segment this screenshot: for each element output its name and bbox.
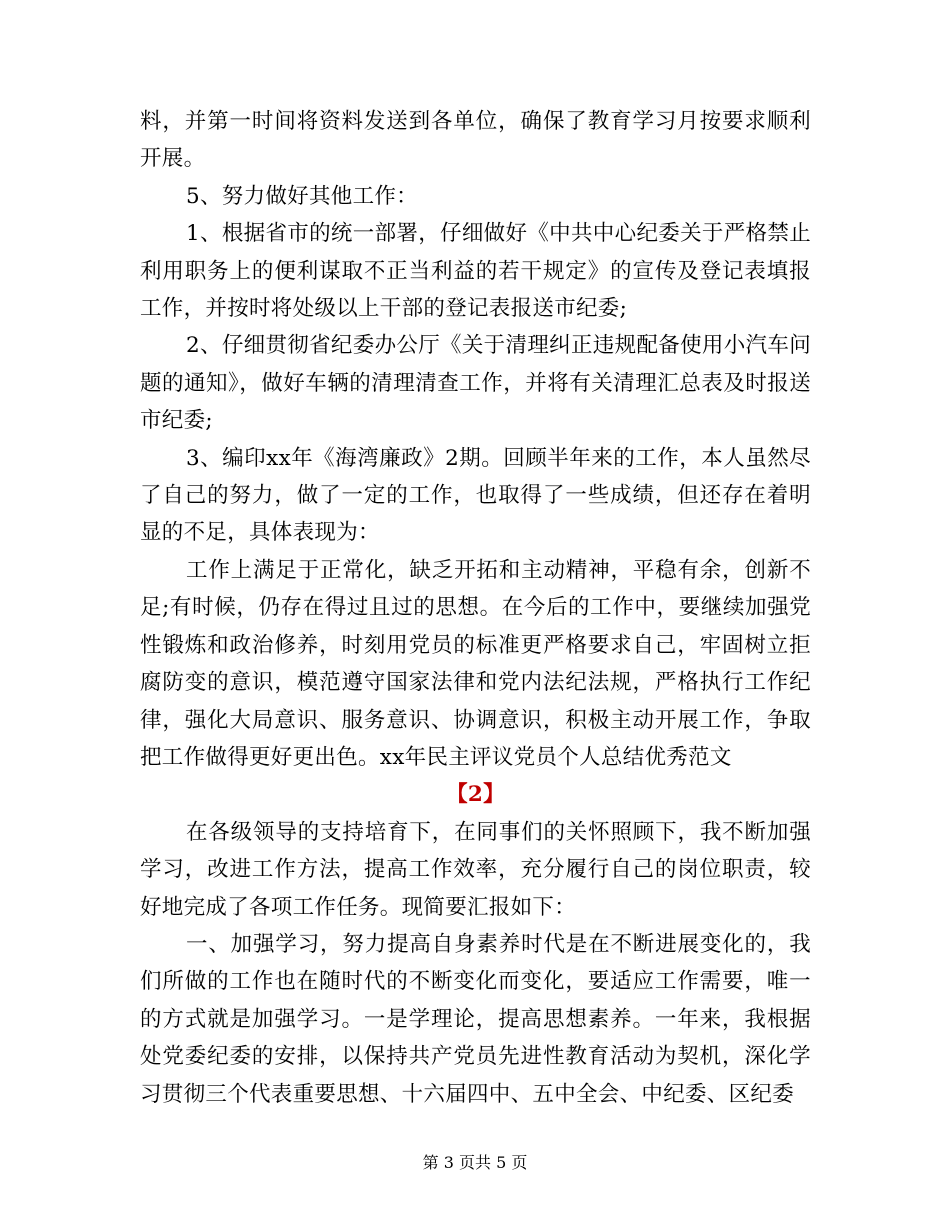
paragraph-item-3: 3、编印xx年《海湾廉政》2期。回顾半年来的工作，本人虽然尽了自己的努力，做了一定的工作，也取得了一些成绩，但还存在着明显的不足，具体表现为： [140, 445, 811, 546]
paragraph-continuation: 料，并第一时间将资料发送到各单位，确保了教育学习月按要求顺利开展。 [140, 109, 811, 172]
document-body [140, 103, 811, 1113]
paragraph-shortcomings: 工作上满足于正常化，缺乏开拓和主动精神，平稳有余，创新不足;有时候，仍存在得过且过的思想。在今后的工作中，要继续加强党性锻炼和政治修养，时刻用党员的标准更严格要求自己，牢固树立拒腐防变的意识，模范遵守国家法律和党内法纪法规，严格执行工作纪律，强化大局意识、服务意识、协调意识，积极主动开展工作，争取把工作做得更好更出色。xx年民主评议党员个人总结优秀范文 [140, 557, 811, 770]
paragraph-item-2: 2、仔细贯彻省纪委办公厅《关于清理纠正违规配备使用小汽车问题的通知》，做好车辆的清理清查工作，并将有关清理汇总表及时报送市纪委; [140, 333, 811, 434]
page-footer: 第 3 页共 5 页 [422, 1153, 528, 1172]
section-heading: 【2】 [446, 782, 505, 808]
paragraph-item-5: 5、努力做好其他工作： [186, 183, 418, 209]
paragraph-item-1: 1、根据省市的统一部署，仔细做好《中共中心纪委关于严格禁止利用职务上的便利谋取不正当利益的若干规定》的宣传及登记表填报工作，并按时将处级以上干部的登记表报送市纪委; [140, 221, 811, 322]
paragraph-intro: 在各级领导的支持培育下，在同事们的关怀照顾下，我不断加强学习，改进工作方法，提高工作效率，充分履行自己的岗位职责，较好地完成了各项工作任务。现简要汇报如下： [140, 819, 811, 920]
paragraph-study: 一、加强学习，努力提高自身素养时代是在不断进展变化的，我们所做的工作也在随时代的不断变化而变化，要适应工作需要，唯一的方式就是加强学习。一是学理论，提高思想素养。一年来，我根据处党委纪委的安排，以保持共产党员先进性教育活动为契机，深化学习贯彻三个代表重要思想、十六届四中、五中全会、中纪委、区纪委 [140, 931, 811, 1107]
